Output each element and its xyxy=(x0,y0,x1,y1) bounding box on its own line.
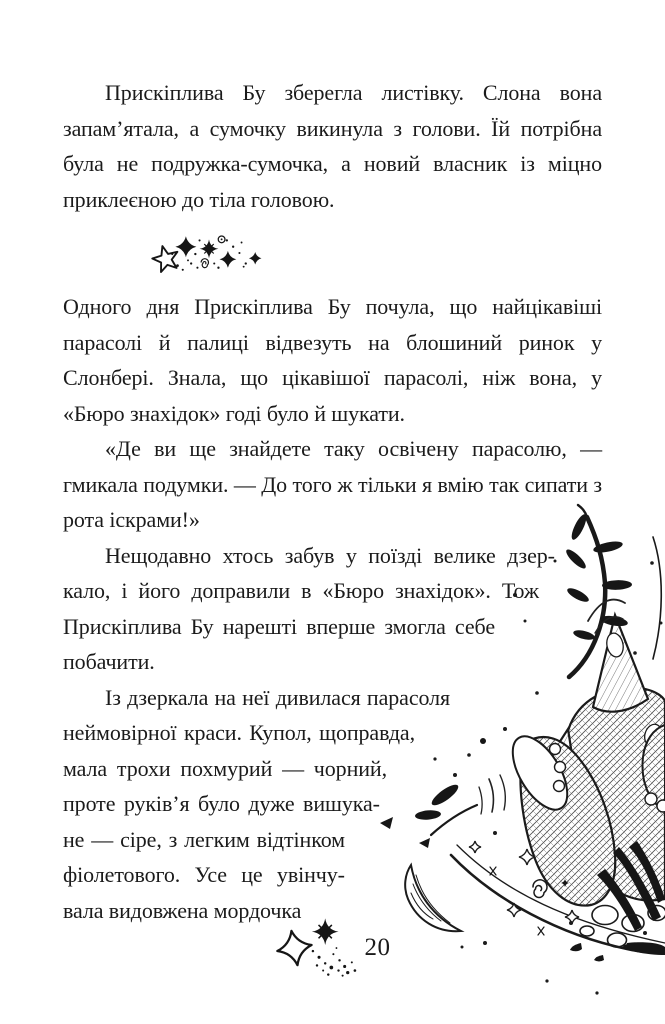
text-column xyxy=(63,75,602,931)
paragraph: Із дзеркала на неї дивилася парасоля неймовірної краси. Купол, щоправда, мала трохи похмурий — чорний, проте руків’я було дуже вишукане — сіре, з легким відтінком фіолетового. Усе це увінчувала видовжена мордочка xyxy=(63,684,450,923)
paragraph: «Де ви ще знайдете таку освічену парасолю, — гмикала подумки. — До того ж тільки я вмію так сипати з рота іскрами!» xyxy=(63,436,602,532)
page-footer xyxy=(0,912,665,982)
stars-divider-ornament xyxy=(150,232,268,274)
footer-stars-ornament xyxy=(275,917,359,977)
paragraph: Прискіплива Бу зберегла листівку. Слона вона запам’ятала, а сумочку викинула з голови. Їй потрібна була не подружка-сумочка, а новий власник із міцно приклеєною до тіла головою. xyxy=(63,80,602,212)
paragraph: Одного дня Прискіплива Бу почула, що найцікавіші парасолі й палиці відвезуть на блошиний ринок у Слонбері. Знала, що цікавішої парасолі, ніж вона, у «Бюро знахідок» годі було й шукати. xyxy=(63,294,602,426)
paragraph: Нещодавно хтось забув у поїзді велике дзеркало, і його доправили в «Бюро знахідок». Тож Прискіплива Бу нарешті вперше змогла себе побачити. xyxy=(63,542,555,674)
section-divider xyxy=(63,217,337,289)
page-number: 20 xyxy=(364,934,391,961)
